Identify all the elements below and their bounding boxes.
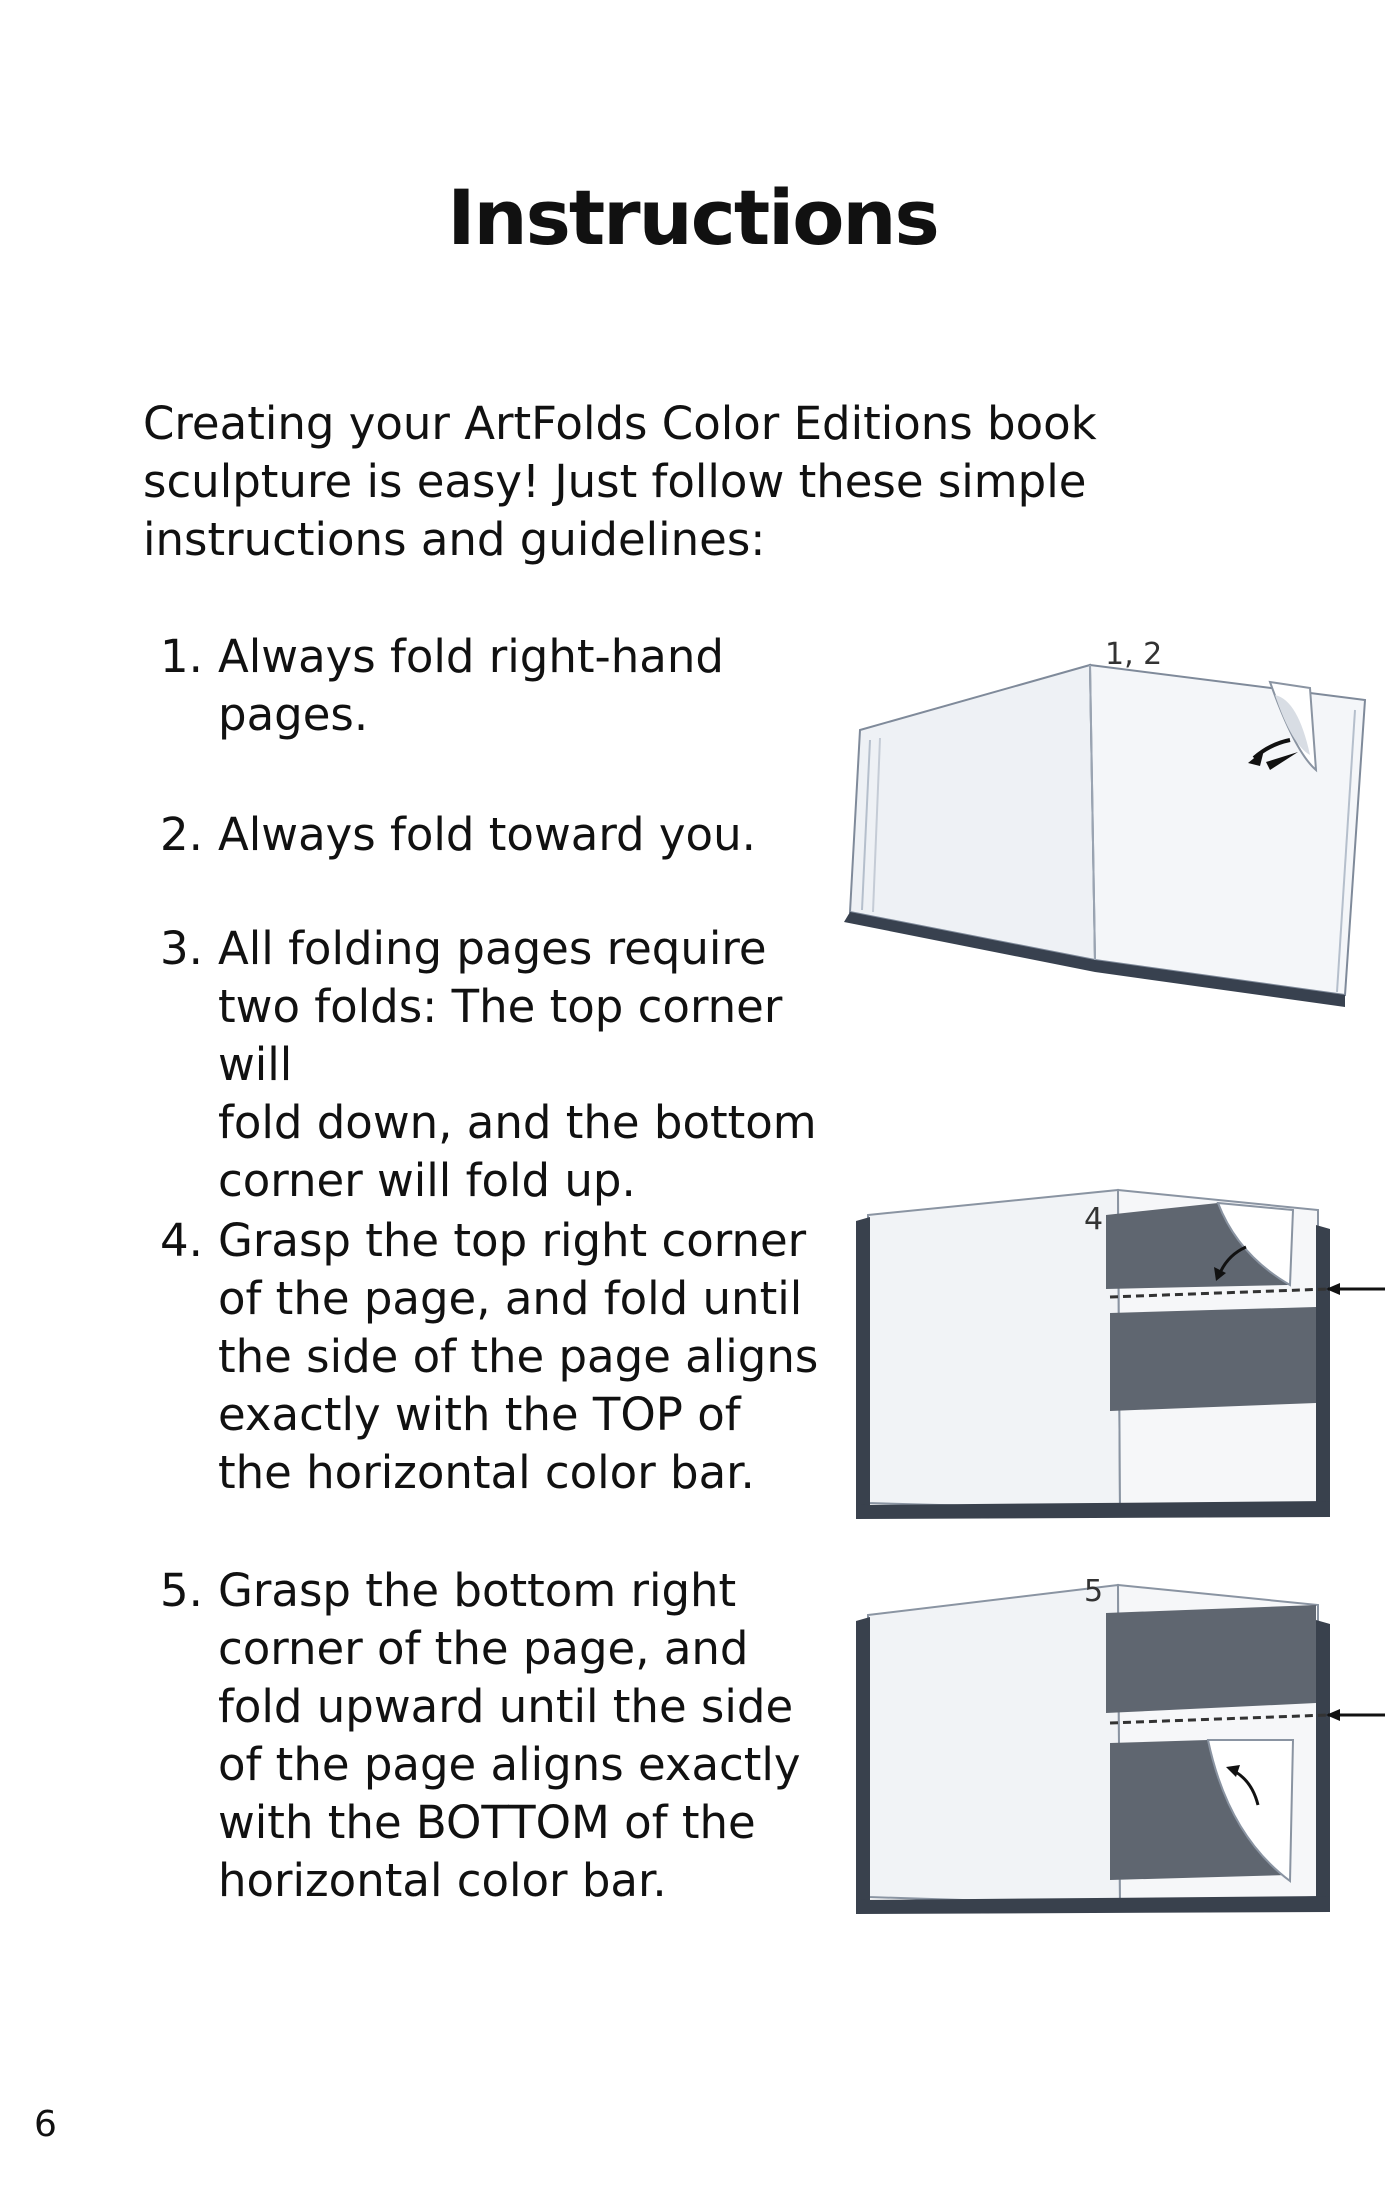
step-5-text: Grasp the bottom right corner of the page, and fold upward until the side of the page aligns exactly with the BOTTOM of the horizontal color bar.	[218, 1564, 801, 1907]
step-2-text: Always fold toward you.	[218, 808, 756, 861]
step-4-number: 4.	[160, 1214, 203, 1267]
top-fold-illustration	[848, 1185, 1385, 1520]
step-1-number: 1.	[160, 630, 203, 683]
step-2	[160, 806, 860, 864]
step-5	[160, 1562, 860, 1910]
open-book-illustration	[840, 630, 1380, 1010]
page-title: Instructions	[447, 173, 938, 262]
intro-paragraph: Creating your ArtFolds Color Editions book sculpture is easy! Just follow these simple instructions and guidelines:	[143, 397, 1097, 566]
step-3-text: All folding pages require two folds: The top corner will fold down, and the bottom corner will fold up.	[218, 922, 817, 1207]
step-4	[160, 1212, 860, 1502]
step-2-number: 2.	[160, 808, 203, 861]
illustration-1-label: 1, 2	[1105, 637, 1163, 672]
step-4-text: Grasp the top right corner of the page, and fold until the side of the page aligns exactly with the TOP of the horizontal color bar.	[218, 1214, 819, 1499]
bottom-fold-illustration	[848, 1575, 1385, 1915]
illustration-5-label: 5	[1084, 1575, 1104, 1609]
step-1-text: Always fold right-hand pages.	[218, 630, 724, 741]
step-3	[160, 920, 860, 1210]
step-3-number: 3.	[160, 922, 203, 975]
illustration-4-label: 4	[1084, 1202, 1104, 1237]
page-number: 6	[34, 2104, 57, 2145]
step-5-number: 5.	[160, 1564, 203, 1617]
step-1	[160, 628, 860, 744]
